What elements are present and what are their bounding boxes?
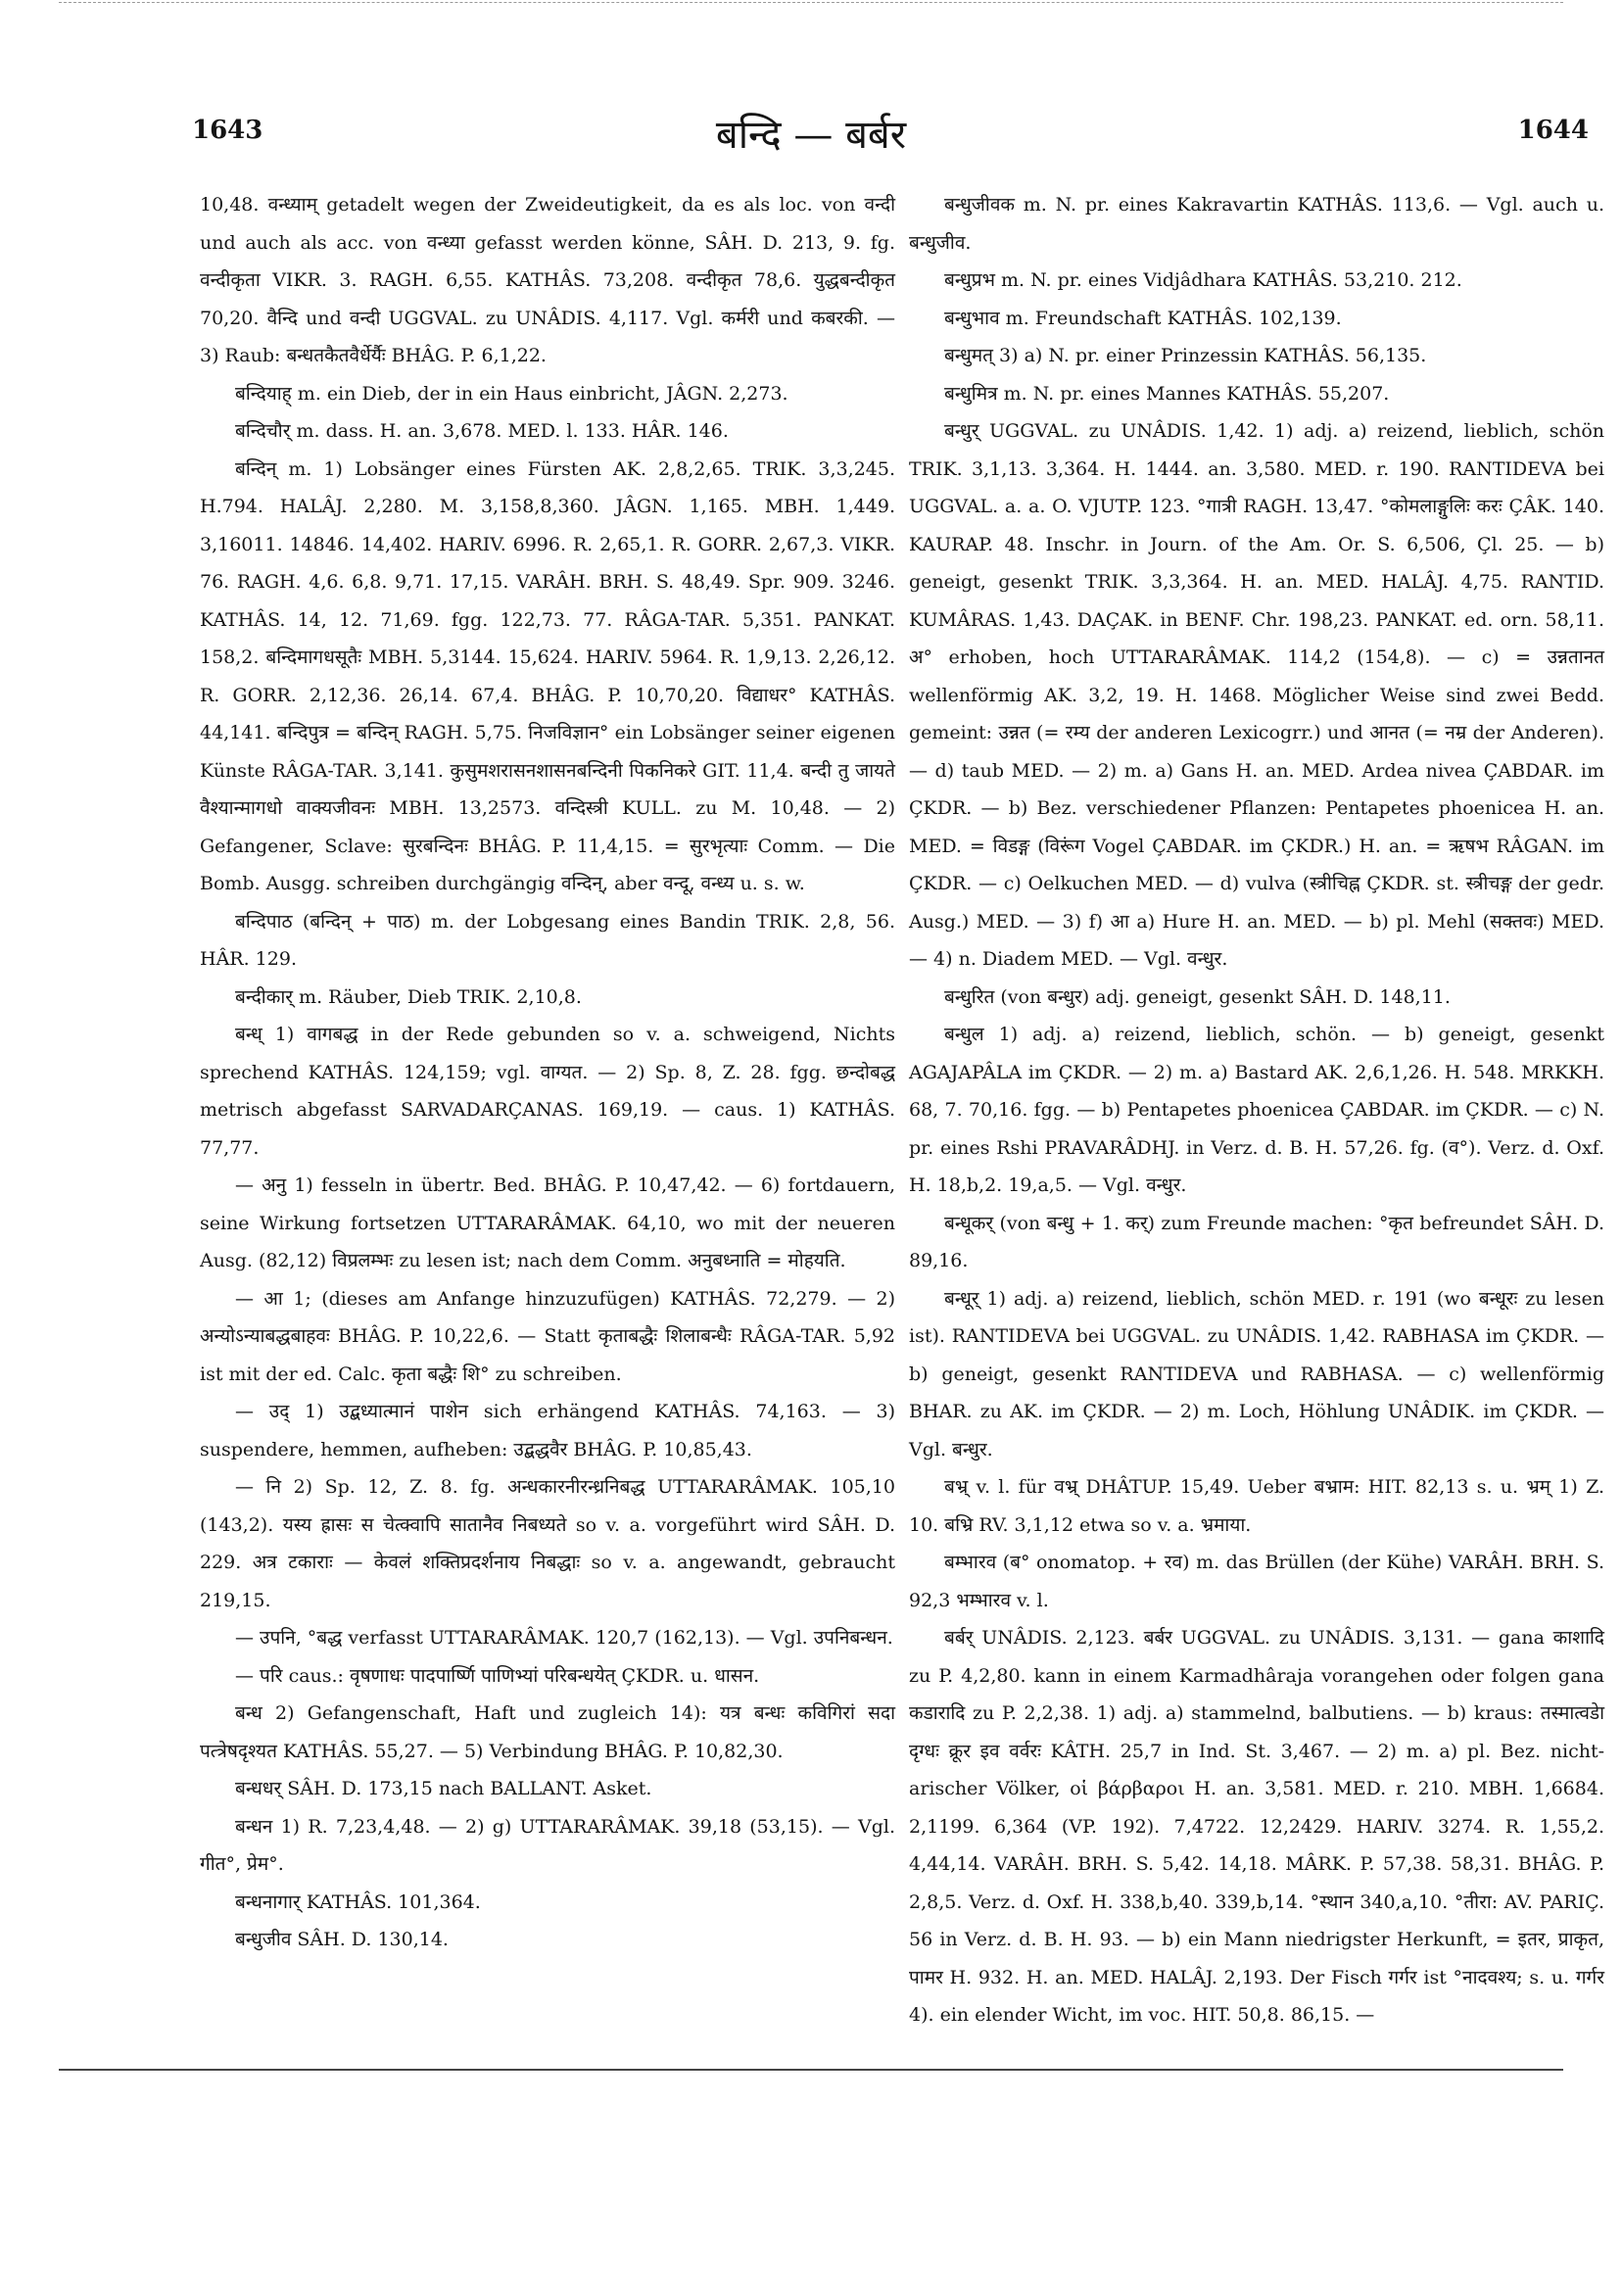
- left-page-number: 1643: [192, 116, 263, 145]
- dictionary-entry: — उपनि, °बद्ध verfasst UTTARARÂMAK. 120,7 (162,13). — Vgl. उपनिबन्धन.: [235, 1627, 893, 1649]
- dictionary-entry: बभ्र् v. l. für वभ्र् DHÂTUP. 15,49. Ueber बभ्राम: HIT. 82,13 s. u. भ्रम् 1) Z. 10. बभ्रि RV. 3,1,12 etwa so v. a. भ्रमाया.: [909, 1476, 1604, 1536]
- dictionary-entry: बन्धुजीवक m. N. pr. eines Kakravartin KATHÂS. 113,6. — Vgl. auch u. बन्धुजीव.: [909, 194, 1604, 254]
- dictionary-entry: बन्धुमत् 3) a) N. pr. einer Prinzessin KATHÂS. 56,135.: [944, 345, 1427, 366]
- dictionary-entry: बन्धूकर् (von बन्धु + 1. कर्) zum Freunde machen: °कृत befreundet SÂH. D. 89,16.: [909, 1212, 1604, 1271]
- dictionary-entry: 10,48. वन्ध्याम् getadelt wegen der Zweideutigkeit, da es als loc. von वन्दी und auch als acc. von वन्ध्या gefasst werden könne, SÂH. D. 213, 9. fg. वन्दीकृता VIKR. 3. RAGH. 6,55. KATHÂS. 73,208. वन्दीकृत 78,6. युद्धबन्दीकृत 70,20. वैन्दि und वन्दी UGGVAL. zu UNÂDIS. 4,117. Vgl. कर्मरी und कबरकी. — 3) Raub: बन्धतकैतवैर्धेर्यैः BHÂG. P. 6,1,22.: [200, 194, 895, 366]
- dictionary-entry: बन्दिपाठ (बन्दिन् + पाठ) m. der Lobgesang eines Bandin TRIK. 2,8, 56. HÂR. 129.: [200, 910, 895, 970]
- dictionary-entry: बन्धुभाव m. Freundschaft KATHÂS. 102,139.: [944, 307, 1342, 329]
- footer-rule: [59, 2069, 1563, 2071]
- dictionary-entry: बन्दिचौर् m. dass. H. an. 3,678. MED. l. 133. HÂR. 146.: [235, 420, 729, 442]
- dictionary-entry: बन्ध 2) Gefangenschaft, Haft und zugleich 14): यत्र बन्धः कविगिरां सदा पत्त्रेषदृश्यत KATHÂS. 55,27. — 5) Verbindung BHÂG. P. 10,82,30.: [200, 1702, 895, 1762]
- dictionary-entry: बन्धधर् SÂH. D. 173,15 nach BALLANT. Asket.: [235, 1778, 652, 1799]
- dictionary-entry: बन्धुमित्र m. N. pr. eines Mannes KATHÂS. 55,207.: [944, 382, 1390, 405]
- left-column: [200, 186, 895, 1959]
- dictionary-entry: बन्दिन् m. 1) Lobsänger eines Fürsten AK. 2,8,2,65. TRIK. 3,3,245. H.794. HALÂJ. 2,280. M. 3,158,8,360. JÂGN. 1,165. MBH. 1,449. 3,16011. 14846. 14,402. HARIV. 6996. R. 2,65,1. R. GORR. 2,67,3. VIKR. 76. RAGH. 4,6. 6,8. 9,71. 17,15. VARÂH. BRH. S. 48,49. Spr. 909. 3246. KATHÂS. 14, 12. 71,69. fgg. 122,73. 77. RÂGA-TAR. 5,351. PANKAT. 158,2. बन्दिमागधसूतैः MBH. 5,3144. 15,624. HARIV. 5964. R. 1,9,13. 2,26,12. R. GORR. 2,12,36. 26,14. 67,4. BHÂG. P. 10,70,20. विद्याधर° KATHÂS. 44,141. बन्दिपुत्र = बन्दिन् RAGH. 5,75. निजविज्ञान° ein Lobsänger seiner eigenen Künste RÂGA-TAR. 3,141. कुसुमशरासनशासनबन्दिनी पिकनिकरे GIT. 11,4. बन्दी तु जायते वैश्यान्मागधो वाक्यजीवनः MBH. 13,2573. वन्दिस्त्री KULL. zu M. 10,48. — 2) Gefangener, Sclave: सुरबन्दिनः BHÂG. P. 11,4,15. = सुरभृत्याः Comm. — Die Bomb. Ausgg. schreiben durchgängig वन्दिन्, aber वन्दू, वन्ध्य u. s. w.: [200, 457, 895, 894]
- dictionary-entry: — परि caus.: वृषणाधः पादपार्ष्णि पाणिभ्यां परिबन्धयेत् ÇKDR. u. धासन.: [235, 1664, 760, 1687]
- running-title: बन्दि — बर्बर: [715, 113, 907, 158]
- dictionary-entry: बर्बर् UNÂDIS. 2,123. बर्बर UGGVAL. zu UNÂDIS. 3,131. — gana काशादि zu P. 4,2,80. kann in einem Karmadhâraja vorangehen oder folgen gana कडारादि zu P. 2,2,38. 1) adj. a) stammelnd, balbutiens. — b) kraus: तस्मात्वडेा दृग्धः क्रूर इव वर्वरः KÂTH. 25,7 in Ind. St. 3,467. — 2) m. a) pl. Bez. nicht-arischer Völker, οἱ βάρβαροι H. an. 3,581. MED. r. 210. MBH. 1,6684. 2,1199. 6,364 (VP. 192). 7,4722. 12,2429. HARIV. 3274. R. 1,55,2. 4,44,14. VARÂH. BRH. S. 5,42. 14,18. MÂRK. P. 57,38. 58,31. BHÂG. P. 2,8,5. Verz. d. Oxf. H. 338,b,40. 339,b,14. °स्थान 340,a,10. °तीरा: AV. PARIÇ. 56 in Verz. d. B. H. 93. — b) ein Mann niedrigster Herkunft, = इतर, प्राकृत, पामर H. 932. H. an. MED. HALÂJ. 2,193. Der Fisch गर्गर ist °नादवश्य; s. u. गर्गर 4). ein elender Wicht, im voc. HIT. 50,8. 86,15. —: [909, 1627, 1604, 2026]
- right-column: [909, 186, 1604, 2034]
- dictionary-entry: बन्धन 1) R. 7,23,4,48. — 2) g) UTTARARÂMAK. 39,18 (53,15). — Vgl. गीत°, प्रेम°.: [200, 1815, 895, 1875]
- dictionary-entry: बन्दियाह् m. ein Dieb, der in ein Haus einbricht, JÂGN. 2,273.: [235, 382, 788, 405]
- dictionary-entry: — अनु 1) fesseln in übertr. Bed. BHÂG. P. 10,47,42. — 6) fortdauern, seine Wirkung fortsetzen UTTARARÂMAK. 64,10, wo mit der neueren Ausg. (82,12) विप्रलम्भः zu lesen ist; nach dem Comm. अनुबध्नाति = मोहयति.: [200, 1174, 895, 1271]
- dictionary-entry: बन्दीकार् m. Räuber, Dieb TRIK. 2,10,8.: [235, 985, 582, 1008]
- top-border: [59, 2, 1563, 3]
- dictionary-entry: बन्धुल 1) adj. a) reizend, lieblich, schön. — b) geneigt, gesenkt AGAJAPÂLA im ÇKDR. — 2) m. a) Bastard AK. 2,6,1,26. H. 548. MRKKH. 68, 7. 70,16. fgg. — b) Pentapetes phoenicea ÇABDAR. im ÇKDR. — c) N. pr. eines Rshi PRAVARÂDHJ. in Verz. d. B. H. 57,26. fg. (व°). Verz. d. Oxf. H. 18,b,2. 19,a,5. — Vgl. वन्धुर.: [909, 1024, 1604, 1196]
- dictionary-entry: बन्धुर् UGGVAL. zu UNÂDIS. 1,42. 1) adj. a) reizend, lieblich, schön TRIK. 3,1,13. 3,364. H. 1444. an. 3,580. MED. r. 190. RANTIDEVA bei UGGVAL. a. a. O. VJUTP. 123. °गात्री RAGH. 13,47. °कोमलाङ्गुलिः करः ÇÂK. 140. KAURAP. 48. Inschr. in Journ. of the Am. Or. S. 6,506, Çl. 25. — b) geneigt, gesenkt TRIK. 3,3,364. H. an. MED. HALÂJ. 4,75. RANTID. KUMÂRAS. 1,43. DAÇAK. in BENF. Chr. 198,23. PANKAT. ed. orn. 58,11. अ° erhoben, hoch UTTARARÂMAK. 114,2 (154,8). — c) = उन्नतानत wellenförmig AK. 3,2, 19. H. 1468. Möglicher Weise sind zwei Bedd. gemeint: उन्नत (= रम्य der anderen Lexicogrr.) und आनत (= नम्र der Anderen). — d) taub MED. — 2) m. a) Gans H. an. MED. Ardea nivea ÇABDAR. im ÇKDR. — b) Bez. verschiedener Pflanzen: Pentapetes phoenicea H. an. MED. = विडङ्ग (विरूंग Vogel ÇABDAR. im ÇKDR.) H. an. = ऋषभ RÂGAN. im ÇKDR. — c) Oelkuchen MED. — d) vulva (स्त्रीचिह्न ÇKDR. st. स्त्रीचङ्ग der gedr. Ausg.) MED. — 3) f) आ a) Hure H. an. MED. — b) pl. Mehl (सक्तवः) MED. — 4) n. Diadem MED. — Vgl. वन्धुर.: [909, 420, 1604, 970]
- dictionary-entry: बन्धुजीव SÂH. D. 130,14.: [235, 1929, 449, 1950]
- dictionary-entry: बन्ध् 1) वागबद्ध in der Rede gebunden so v. a. schweigend, Nichts sprechend KATHÂS. 124,159; vgl. वाग्यत. — 2) Sp. 8, Z. 28. fgg. छन्दोबद्ध metrisch abgefasst SARVADARÇANAS. 169,19. — caus. 1) KATHÂS. 77,77.: [200, 1024, 895, 1159]
- dictionary-entry: बम्भारव (ब° onomatop. + रव) m. das Brüllen (der Kühe) VARÂH. BRH. S. 92,3 भम्भारव v. l.: [909, 1552, 1604, 1611]
- dictionary-entry: बन्धूर् 1) adj. a) reizend, lieblich, schön MED. r. 191 (wo बन्धूरः zu lesen ist). RANTIDEVA bei UGGVAL. zu UNÂDIS. 1,42. RABHASA im ÇKDR. — b) geneigt, gesenkt RANTIDEVA und RABHASA. — c) wellenförmig BHAR. zu AK. im ÇKDR. — 2) m. Loch, Höhlung UNÂDIK. im ÇKDR. — Vgl. बन्धुर.: [909, 1287, 1604, 1460]
- dictionary-entry: बन्धुरित (von बन्धुर) adj. geneigt, gesenkt SÂH. D. 148,11.: [944, 985, 1451, 1008]
- dictionary-entry: — उद् 1) उद्बध्यात्मानं पाशेन sich erhängend KATHÂS. 74,163. — 3) suspendere, hemmen, aufheben: उद्बद्धवैर BHÂG. P. 10,85,43.: [200, 1401, 895, 1460]
- right-page-number: 1644: [1517, 116, 1589, 145]
- dictionary-entry: बन्धुप्रभ m. N. pr. eines Vidjâdhara KATHÂS. 53,210. 212.: [944, 269, 1462, 291]
- dictionary-entry: — नि 2) Sp. 12, Z. 8. fg. अन्धकारनीरन्ध्रनिबद्ध UTTARARÂMAK. 105,10 (143,2). यस्य ह्रासः स चेत्क्वापि सातानैव निबध्यते so v. a. vorgeführt wird SÂH. D. 229. अत्र टकाराः — केवलं शक्तिप्रदर्शनाय निबद्धाः so v. a. angewandt, gebraucht 219,15.: [200, 1476, 895, 1611]
- dictionary-entry: बन्धनागार् KATHÂS. 101,364.: [235, 1890, 481, 1913]
- dictionary-entry: — आ 1; (dieses am Anfange hinzuzufügen) KATHÂS. 72,279. — 2) अन्योऽन्याबद्धबाहवः BHÂG. P. 10,22,6. — Statt कृताबद्धैः शिलाबन्धैः RÂGA-TAR. 5,92 ist mit der ed. Calc. कृता बद्धैः शि° zu schreiben.: [200, 1287, 895, 1385]
